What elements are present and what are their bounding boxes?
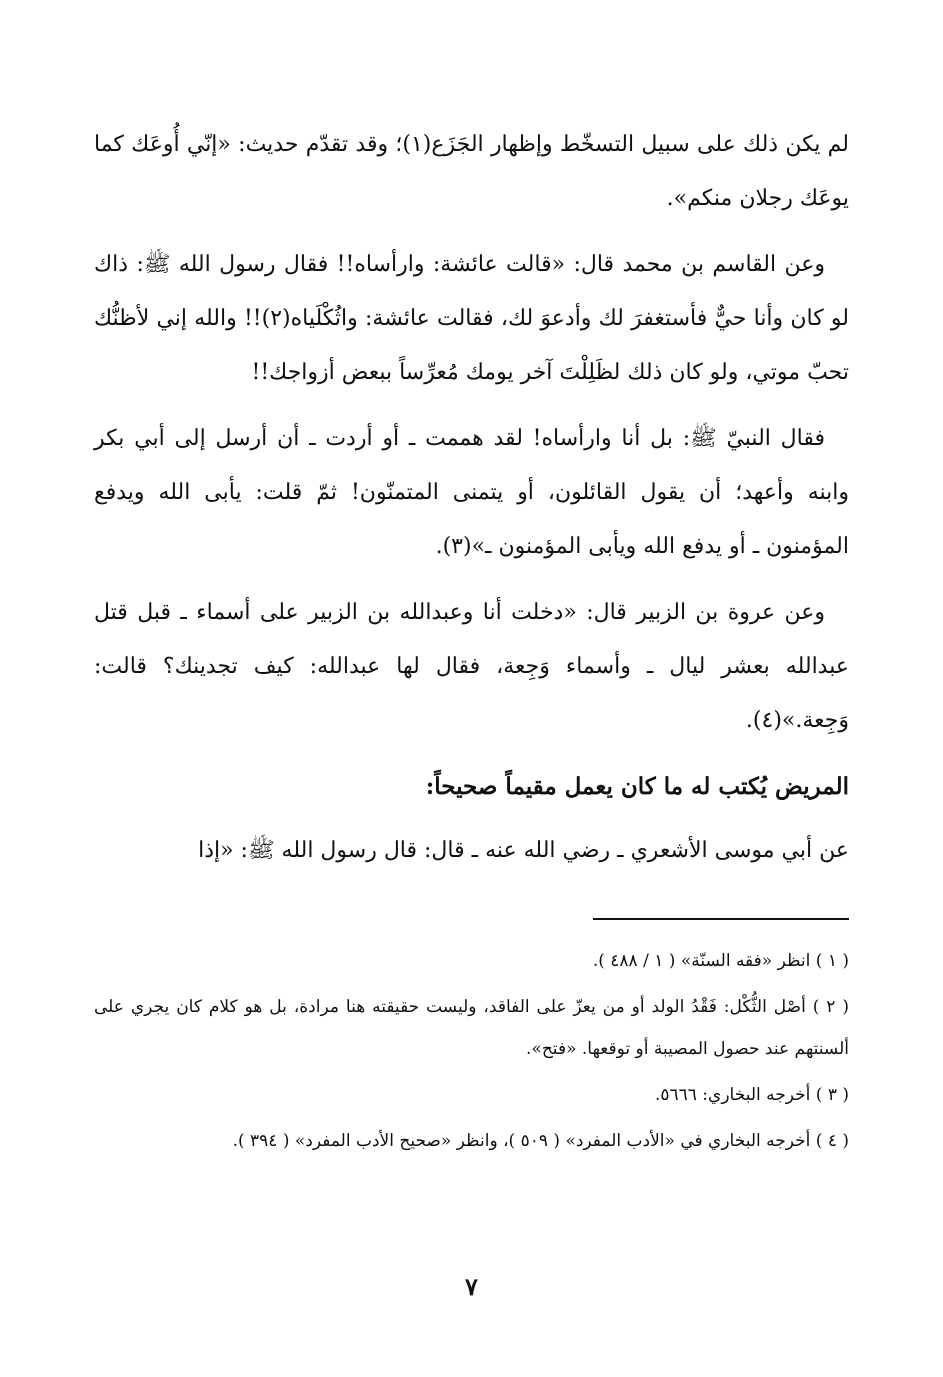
paragraph-3: فقال النبيّ ﷺ: بل أنا وارأساه! لقد هممت ـ أو أردت ـ أن أرسل إلى أبي بكر وابنه وأعهد؛ أن يقول القائلون، أو يتمنى المتمنّون! ثمّ قلت: يأبى الله ويدفع المؤمنون ـ أو يدفع الله ويأبى المؤمنون ـ»(٣). xyxy=(94,426,849,559)
footnote-4: ( ٤ ) أخرجه البخاري في «الأدب المفرد» ( ٥٠٩ )، وانظر «صحيح الأدب المفرد» ( ٣٩٤ ). xyxy=(232,1131,849,1151)
footnote-1: ( ١ ) انظر «فقه السنّة» ( ١ / ٤٨٨ ). xyxy=(592,951,849,971)
section-heading: المريض يُكتب له ما كان يعمل مقيماً صحيحاً: xyxy=(425,773,849,800)
footnote-separator xyxy=(593,918,849,920)
footnote-3: ( ٣ ) أخرجه البخاري: ٥٦٦٦. xyxy=(654,1085,849,1105)
paragraph-1: لم يكن ذلك على سبيل التسخّط وإظهار الجَزَع(١)؛ وقد تقدّم حديث: «إنّي أُوعَك كما يوعَك رجلان منكم». xyxy=(94,132,849,211)
footnote-2: ( ٢ ) أصْل الثُّكْل: فَقْدُ الولد أو من يعزّ على الفاقد، وليست حقيقته هنا مرادة، بل هو كلام كان يجري على ألسنتهم عند حصول المصيبة أو توقعها. «فتح». xyxy=(94,997,849,1059)
paragraph-2: وعن القاسم بن محمد قال: «قالت عائشة: وارأساه!! فقال رسول الله ﷺ: ذاك لو كان وأنا حيٌّ فأستغفرَ لك وأدعوَ لك، فقالت عائشة: واثُكْلَياه(٢)!! والله إني لأظنُّك تحبّ موتي، ولو كان ذلك لظَلِلْتَ آخر يومك مُعرِّساً ببعض أزواجك!! xyxy=(94,252,849,385)
footnotes xyxy=(94,940,849,1166)
page-number: ٧ xyxy=(465,1272,478,1301)
paragraph-5: عن أبي موسى الأشعري ـ رضي الله عنه ـ قال: قال رسول الله ﷺ: «إذا xyxy=(198,838,849,863)
main-text-body xyxy=(94,118,849,890)
paragraph-4: وعن عروة بن الزبير قال: «دخلت أنا وعبدالله بن الزبير على أسماء ـ قبل قتل عبدالله بعشر ليال ـ وأسماء وَجِعة، فقال لها عبدالله: كيف تجدينك؟ قالت: وَجِعة.»(٤). xyxy=(94,600,849,733)
